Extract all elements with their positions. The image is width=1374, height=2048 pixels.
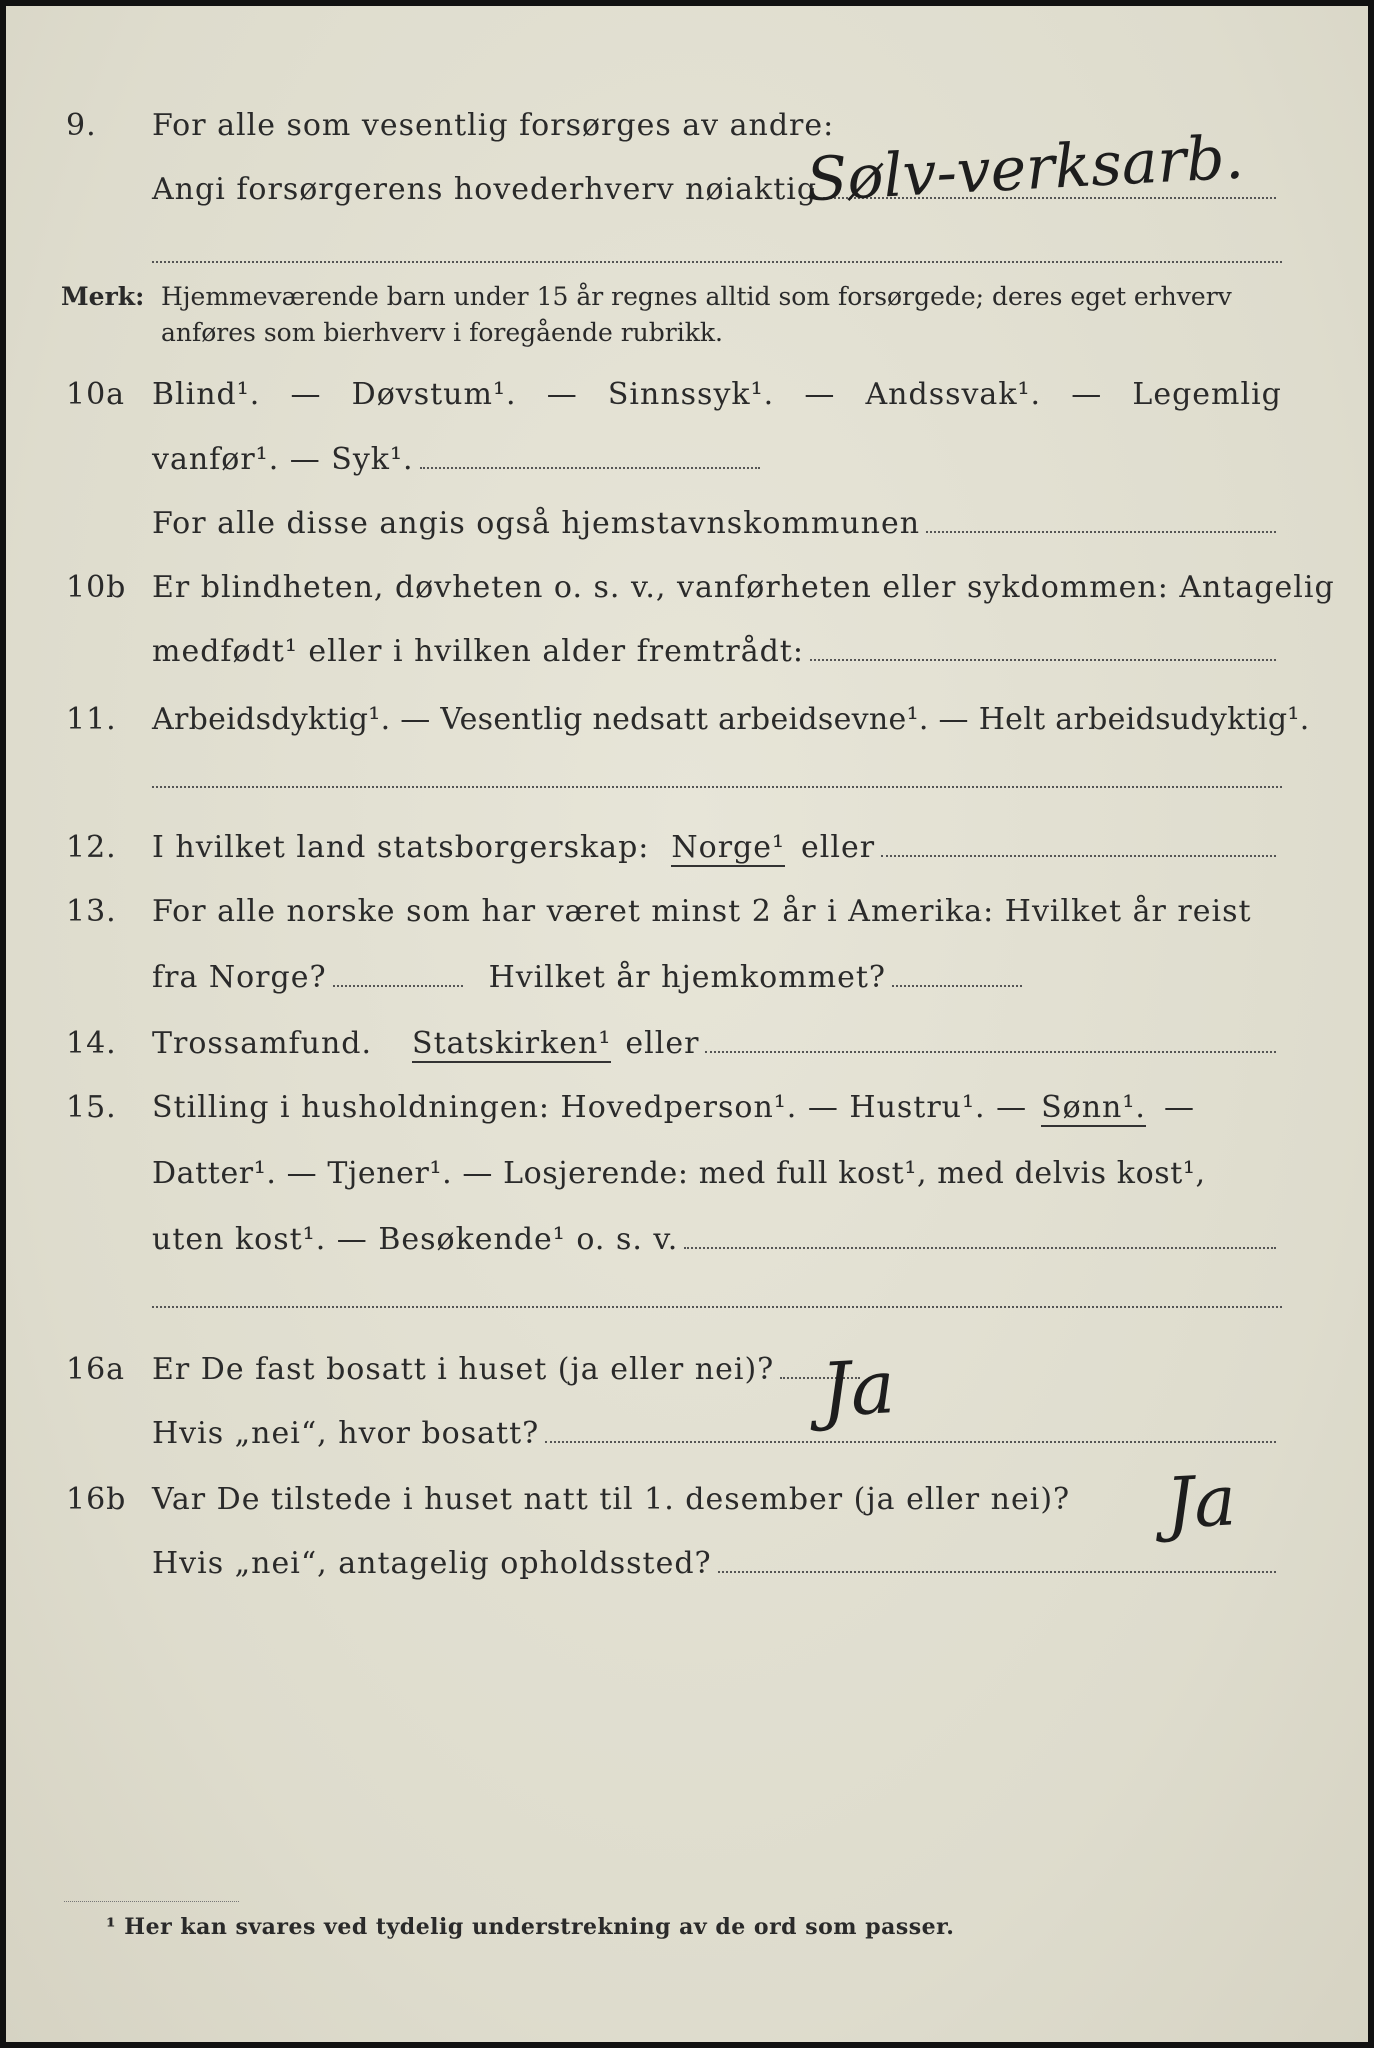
q14-suffix: eller xyxy=(625,1026,700,1061)
q15-line-1-prefix: Stilling i husholdningen: Hovedperson¹. — Hustru¹. — xyxy=(152,1090,1028,1125)
q16b-row-2 xyxy=(6,1540,1368,1590)
q15-extra-line xyxy=(152,1306,1282,1308)
q10a-separator: — xyxy=(546,377,578,412)
q10a-option[interactable]: Legemlig xyxy=(1132,377,1282,412)
q10a-line-2: vanfør¹. — Syk¹. xyxy=(152,442,414,477)
q13-line-2a: fra Norge? xyxy=(152,960,327,995)
q16a-row-2 xyxy=(6,1410,1368,1460)
q10a-separator: — xyxy=(290,377,322,412)
q13-number: 13. xyxy=(66,894,117,929)
q13-row-2 xyxy=(6,954,1368,1004)
q12-option-norge[interactable]: Norge¹ xyxy=(671,830,786,865)
q12-prefix: I hvilket land statsborgerskap: xyxy=(152,830,650,865)
q9-question-2: Angi forsørgerens hovederhverv nøiaktig xyxy=(152,172,818,207)
merk-note xyxy=(61,279,1291,359)
q10b-answer-line[interactable] xyxy=(810,637,1276,661)
q11-number: 11. xyxy=(66,702,117,737)
q16b-opholdssted-line[interactable] xyxy=(718,1549,1276,1573)
q9-extra-line xyxy=(152,261,1282,263)
q10b-line-1: Er blindheten, døvheten o. s. v., vanførheten eller sykdommen: Antagelig xyxy=(152,570,1335,605)
q10a-separator: — xyxy=(804,377,836,412)
census-form-page xyxy=(6,6,1368,2042)
q10a-option[interactable]: Andssvak¹. xyxy=(865,377,1042,412)
q10a-option[interactable]: Døvstum¹. xyxy=(351,377,517,412)
q13-line-2b: Hvilket år hjemkommet? xyxy=(488,960,887,995)
q15-row-2 xyxy=(6,1150,1368,1200)
q9-question: For alle som vesentlig forsørges av andre: xyxy=(152,108,835,143)
q10a-number: 10a xyxy=(66,377,126,412)
q10a-syk-line[interactable] xyxy=(420,445,760,469)
q12-row xyxy=(6,824,1368,874)
q16b-line-2: Hvis „nei“, antagelig opholdssted? xyxy=(152,1546,712,1581)
q15-number: 15. xyxy=(66,1090,117,1125)
q16b-handwritten-answer: Ja xyxy=(1163,1459,1238,1545)
merk-label: Merk: xyxy=(61,282,145,311)
q16a-line-2: Hvis „nei“, hvor bosatt? xyxy=(152,1416,540,1451)
q16a-line-1: Er De fast bosatt i huset (ja eller nei)? xyxy=(152,1352,775,1387)
q10b-row-1 xyxy=(6,564,1368,614)
q14-prefix: Trossamfund. xyxy=(152,1026,373,1061)
q13-reist-line[interactable] xyxy=(333,963,463,987)
q13-line-1: For alle norske som har været minst 2 år i Amerika: Hvilket år reist xyxy=(152,894,1252,929)
q9-handwritten-answer: Sølv-verksarb. xyxy=(804,122,1246,216)
q16a-row-1 xyxy=(6,1346,1368,1396)
q16a-number: 16a xyxy=(66,1352,126,1387)
q12-answer-line[interactable] xyxy=(881,833,1276,857)
footnote: ¹ Her kan svares ved tydelig understrekning av de ord som passer. xyxy=(106,1914,955,1940)
merk-text: Hjemmeværende barn under 15 år regnes alltid som forsørgede; deres eget erhverv anføres som bierhverv i foregående rubrikk. xyxy=(161,282,1232,347)
q10a-row-2 xyxy=(6,436,1368,486)
q9-number: 9. xyxy=(66,108,97,143)
q10a-separator: — xyxy=(1071,377,1103,412)
q10a-hjemstavn-line[interactable] xyxy=(926,509,1276,533)
q10a-line-3: For alle disse angis også hjemstavnskommunen xyxy=(152,506,921,541)
q10a-row-1 xyxy=(6,371,1368,421)
q15-option-sonn[interactable]: Sønn¹. xyxy=(1041,1090,1146,1125)
q16a-handwritten-answer: Ja xyxy=(818,1344,897,1434)
q14-answer-line[interactable] xyxy=(705,1029,1276,1053)
q11-line: Arbeidsdyktig¹. — Vesentlig nedsatt arbeidsevne¹. — Helt arbeidsudyktig¹. xyxy=(152,702,1310,737)
q14-option-statskirken[interactable]: Statskirken¹ xyxy=(412,1026,612,1061)
q11-extra-line xyxy=(152,786,1282,788)
q12-number: 12. xyxy=(66,830,117,865)
q13-row-1 xyxy=(6,888,1368,938)
q15-row-1 xyxy=(6,1084,1368,1134)
q16a-bosatt-line[interactable] xyxy=(545,1419,1276,1443)
q10a-options xyxy=(152,377,1282,412)
q15-line-1-suffix: — xyxy=(1163,1090,1195,1125)
q14-number: 14. xyxy=(66,1026,117,1061)
q14-row xyxy=(6,1020,1368,1070)
q13-hjemkommet-line[interactable] xyxy=(892,963,1022,987)
q10a-option[interactable]: Sinnssyk¹. xyxy=(607,377,775,412)
q10a-row-3 xyxy=(6,500,1368,550)
q16b-number: 16b xyxy=(66,1482,127,1517)
q10b-number: 10b xyxy=(66,570,127,605)
q11-row xyxy=(6,696,1368,746)
q15-line-2: Datter¹. — Tjener¹. — Losjerende: med full kost¹, med delvis kost¹, xyxy=(152,1156,1206,1191)
q10a-option[interactable]: Blind¹. xyxy=(152,377,261,412)
q15-line-3: uten kost¹. — Besøkende¹ o. s. v. xyxy=(152,1222,679,1257)
q15-row-3 xyxy=(6,1216,1368,1266)
q15-answer-line[interactable] xyxy=(684,1225,1276,1249)
q10b-line-2: medfødt¹ eller i hvilken alder fremtrådt: xyxy=(152,634,804,669)
q16b-line-1: Var De tilstede i huset natt til 1. desember (ja eller nei)? xyxy=(152,1482,1071,1517)
footnote-rule xyxy=(64,1901,239,1902)
q16b-row-1 xyxy=(6,1476,1368,1526)
q10b-row-2 xyxy=(6,628,1368,678)
q12-suffix: eller xyxy=(801,830,876,865)
